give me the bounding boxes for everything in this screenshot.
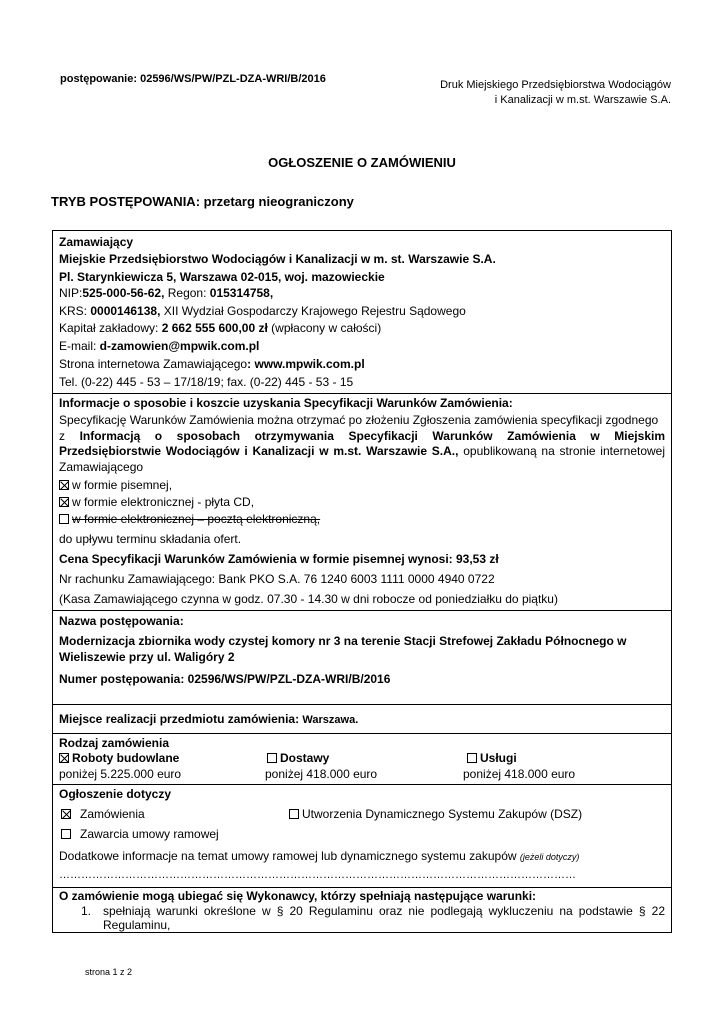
checkbox-unchecked-icon[interactable]	[59, 514, 69, 524]
spec-line-3: Przedsiębiorstwie Wodociągów i Kanalizacji w m.st. Warszawie S.A., opublikowaną na stronie internetowej	[59, 444, 666, 458]
authority-krs: KRS: 0000146138, XII Wydział Gospodarczy Krajowego Rejestru Sądowego	[59, 304, 466, 318]
checkbox-unchecked-icon[interactable]	[289, 809, 299, 819]
spec-option-cd: w formie elektronicznej - płyta CD,	[59, 495, 254, 510]
announcement-table	[52, 230, 672, 933]
section-conditions	[53, 887, 671, 933]
spec-bank-account: Nr rachunku Zamawiającego: Bank PKO S.A. 76 1240 6003 1111 0000 4940 0722	[59, 572, 495, 586]
spec-option-paper: w formie pisemnej,	[59, 478, 172, 493]
email-link[interactable]: d-zamowien@mpwik.com.pl	[99, 339, 260, 353]
procedure-name-line-2: Wieliszewie przy ul. Waligóry 2	[59, 650, 235, 664]
order-type-supplies: Dostawy	[267, 751, 329, 766]
issuer-header	[440, 78, 671, 108]
order-type-supplies-threshold: poniżej 418.000 euro	[265, 767, 378, 781]
notice-extra-info: Dodatkowe informacje na temat umowy ramowej lub dynamicznego systemu zakupów (jeżeli dotyczy)	[59, 849, 580, 863]
spec-line-1: Specyfikację Warunków Zamówienia można otrzymać po złożeniu Zgłoszenia zamówienia specyfikacji zgodnego	[59, 413, 659, 427]
procedure-name-line-1: Modernizacja zbiornika wody czystej komory nr 3 na terenie Stacji Strefowej Zakładu Północnego w	[59, 634, 627, 648]
authority-website: Strona internetowa Zamawiającego: www.mpwik.com.pl	[59, 357, 365, 371]
conditions-item-1-line-1: spełniają warunki określone w § 20 Regulaminu oraz nie podlegają wykluczeniu na podstawie § 22	[103, 904, 665, 918]
notice-dots: ……………………………………………………………………………………………………………………………	[59, 869, 576, 881]
checkbox-checked-icon[interactable]	[59, 480, 69, 490]
notice-option-dsz: Utworzenia Dynamicznego Systemu Zakupów (DSZ)	[289, 807, 582, 822]
notice-option-framework: Zawarcia umowy ramowej	[61, 827, 219, 842]
authority-email: E-mail: d-zamowien@mpwik.com.pl	[59, 339, 260, 353]
spec-deadline: do upływu terminu składania ofert.	[59, 532, 242, 546]
authority-phone: Tel. (0-22) 445 - 53 – 17/18/19; fax. (0-22) 445 - 53 - 15	[59, 375, 354, 389]
spec-line-4: Zamawiającego	[59, 460, 144, 474]
checkbox-checked-icon[interactable]	[61, 809, 71, 819]
page-footer: strona 1 z 2	[85, 967, 133, 977]
checkbox-checked-icon[interactable]	[59, 753, 69, 763]
procedure-number: Numer postępowania: 02596/WS/PW/PZL-DZA-WRI/B/2016	[59, 672, 391, 686]
notice-heading: Ogłoszenie dotyczy	[59, 787, 172, 801]
spec-line-2: z Informacją o sposobach otrzymywania Specyfikacji Warunków Zamówienia w Miejskim	[59, 429, 665, 443]
conditions-heading: O zamówienie mogą ubiegać się Wykonawcy, którzy spełniają następujące warunki:	[59, 889, 537, 903]
checkbox-checked-icon[interactable]	[59, 497, 69, 507]
authority-nip-regon: NIP:525-000-56-62, Regon: 015314758,	[59, 286, 274, 300]
authority-name: Miejskie Przedsiębiorstwo Wodociągów i Kanalizacji w m. st. Warszawie S.A.	[59, 252, 496, 266]
issuer-line-1: Druk Miejskiego Przedsiębiorstwa Wodociągów	[440, 79, 671, 91]
authority-address: Pl. Starynkiewicza 5, Warszawa 02-015, woj. mazowieckie	[59, 270, 385, 284]
section-order-type	[53, 733, 671, 784]
spec-price: Cena Specyfikacji Warunków Zamówienia w formie pisemnej wynosi: 93,53 zł	[59, 552, 499, 566]
order-type-works: Roboty budowlane	[59, 751, 179, 766]
section-location	[53, 704, 671, 733]
issuer-line-2: i Kanalizacji w m.st. Warszawie S.A.	[494, 94, 671, 106]
section-procedure-name	[53, 610, 671, 704]
checkbox-unchecked-icon[interactable]	[61, 829, 71, 839]
section-contracting-authority	[53, 231, 671, 393]
checkbox-unchecked-icon[interactable]	[467, 753, 477, 763]
order-type-services: Usługi	[467, 751, 517, 766]
authority-heading: Zamawiający	[59, 235, 134, 249]
checkbox-unchecked-icon[interactable]	[267, 753, 277, 763]
spec-heading: Informacje o sposobie i koszcie uzyskania Specyfikacji Warunków Zamówienia:	[59, 396, 513, 410]
order-type-services-threshold: poniżej 418.000 euro	[463, 767, 576, 781]
conditions-item-number: 1.	[81, 904, 92, 918]
notice-option-order: Zamówienia	[61, 807, 145, 822]
location-text: Miejsce realizacji przedmiotu zamówienia: Warszawa.	[59, 712, 359, 726]
spec-option-email: w formie elektronicznej – pocztą elektroniczną,	[59, 512, 320, 527]
authority-capital: Kapitał zakładowy: 2 662 555 600,00 zł (wpłacony w całości)	[59, 321, 382, 335]
procedure-type: TRYB POSTĘPOWANIA: przetarg nieograniczony	[51, 194, 354, 209]
page-title: OGŁOSZENIE O ZAMÓWIENIU	[268, 155, 456, 170]
procedure-name-heading: Nazwa postępowania:	[59, 614, 184, 628]
section-notice-concerns	[53, 784, 671, 887]
order-type-heading: Rodzaj zamówienia	[59, 736, 170, 750]
procedure-number-header: postępowanie: 02596/WS/PW/PZL-DZA-WRI/B/2016	[60, 73, 326, 85]
website-link[interactable]: : www.mpwik.com.pl	[247, 357, 365, 371]
conditions-item-1-line-2: Regulaminu,	[103, 918, 171, 932]
spec-cashier-hours: (Kasa Zamawiającego czynna w godz. 07.30 - 14.30 w dni robocze od poniedziałku do piątku)	[59, 592, 558, 606]
order-type-works-threshold: poniżej 5.225.000 euro	[59, 767, 182, 781]
section-specification-info	[53, 393, 671, 610]
